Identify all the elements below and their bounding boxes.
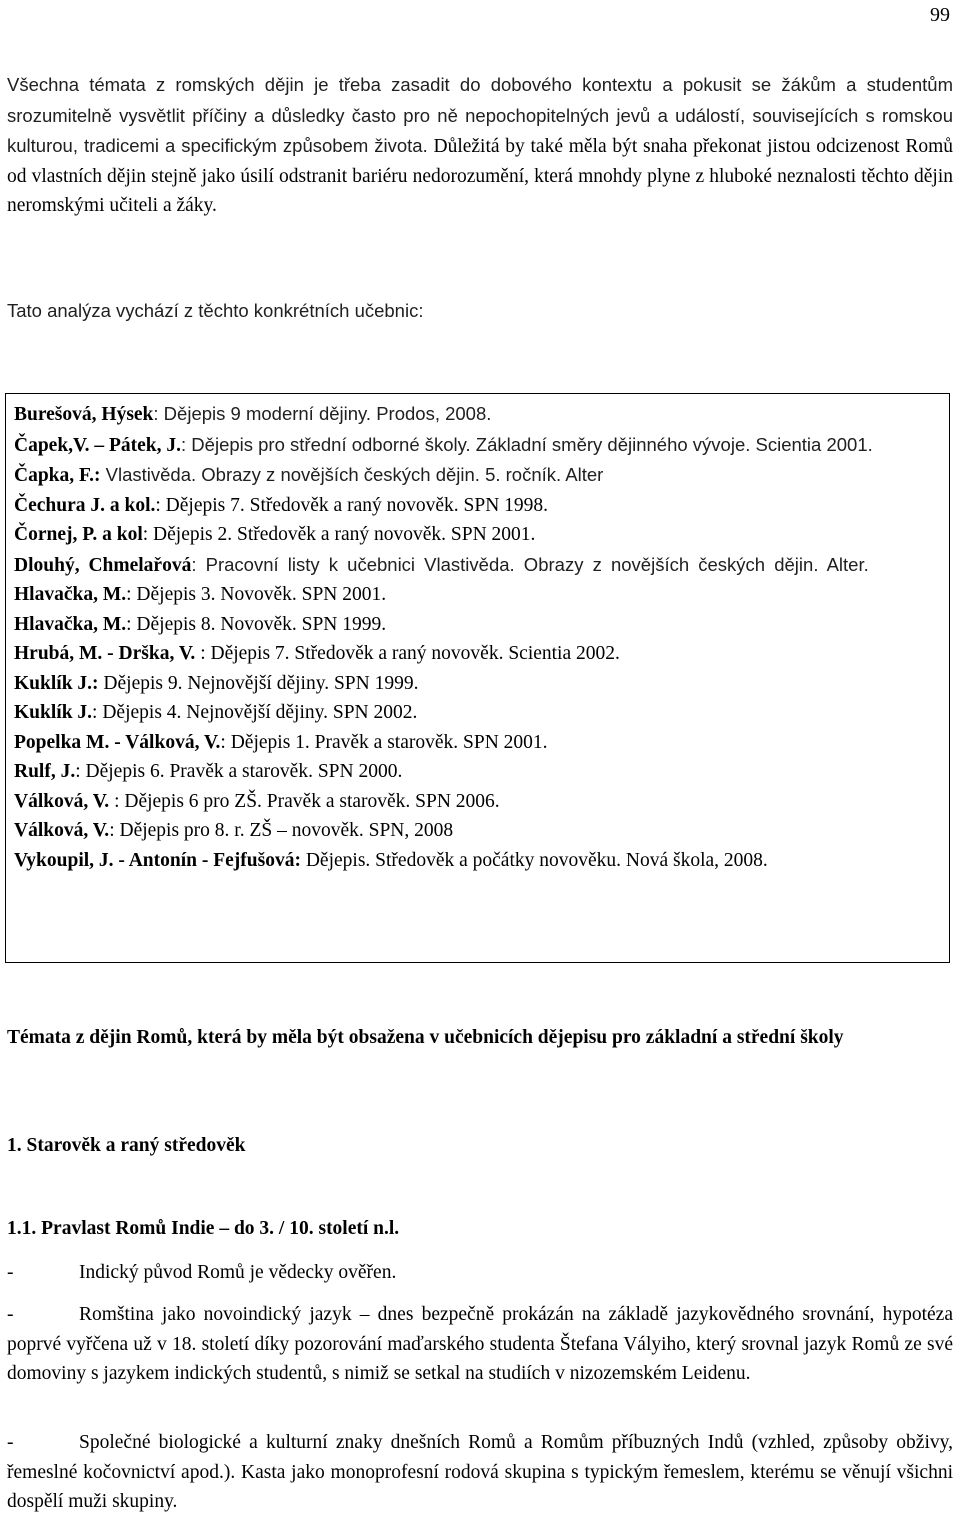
reference-author: Popelka M. - Válková, V. (14, 731, 221, 753)
bullet-dash: - (7, 1304, 14, 1325)
reference-item (14, 639, 942, 669)
reference-item (14, 460, 942, 491)
bullet-dash: - (7, 1432, 14, 1453)
reference-author: Čapek,V. – Pátek, J. (14, 434, 182, 456)
heading-1: 1. Starověk a raný středověk (7, 1135, 246, 1156)
reference-item (14, 399, 942, 430)
reference-title: : Dějepis 7. Středověk a raný novověk. Scientia 2002. (195, 643, 620, 664)
reference-title: : Pracovní listy k učebnici Vlastivěda. Obrazy z novějších českých dějin. Alter. (191, 553, 869, 575)
bullet-item (7, 1258, 953, 1288)
reference-title: : Dějepis 7. Středověk a raný novověk. SPN 1998. (155, 494, 549, 516)
reference-title: Vlastivěda. Obrazy z novějších českých dějin. 5. ročník. Alter (100, 464, 604, 485)
reference-title: Dějepis. Středověk a počátky novověku. Nová škola, 2008. (300, 849, 768, 871)
bullet-text: Romština jako novoindický jazyk – dnes bezpečně prokázán na základě jazykovědného srovnání, hypotéza poprvé vyřčena už v 18. století díky pozorování maďarského studenta Štefana Vályiho, který srovnal jazyk Romů ze své domoviny s jazykem indických studentů, s nimiž se setkal na studiích v nizozemském Leidenu. (7, 1304, 953, 1384)
reference-item (14, 430, 942, 461)
references-box (5, 393, 950, 963)
reference-item (14, 787, 942, 817)
reference-item (14, 728, 942, 758)
reference-title: : Dějepis 1. Pravěk a starověk. SPN 2001. (220, 731, 548, 753)
reference-title: : Dějepis 2. Středověk a raný novověk. SPN 2001. (142, 524, 536, 545)
reference-author: Vykoupil, J. - Antonín - Fejfušová: (14, 849, 301, 871)
reference-author: Kuklík J. (14, 702, 93, 723)
reference-title: : Dějepis pro střední odborné školy. Základní směry dějinného vývoje. Scientia 2001. (181, 433, 873, 455)
bullet-text: Indický původ Romů je vědecky ověřen. (79, 1262, 397, 1283)
reference-item (14, 550, 942, 581)
reference-item (14, 816, 942, 846)
reference-author: Hrubá, M. - Drška, V. (14, 643, 196, 664)
section-heading: Témata z dějin Romů, která by měla být obsažena v učebnicích dějepisu pro základní a střední školy (7, 1027, 844, 1048)
bullet-item (7, 1300, 953, 1389)
reference-title: : Dějepis 3. Novověk. SPN 2001. (126, 584, 387, 605)
reference-author: Burešová, Hýsek (14, 404, 154, 425)
reference-title: : Dějepis 6 pro ZŠ. Pravěk a starověk. SPN 2006. (109, 790, 500, 812)
reference-item (14, 669, 942, 699)
reference-author: Čapka, F.: (14, 465, 101, 486)
reference-title: : Dějepis 9 moderní dějiny. Prodos, 2008. (153, 403, 492, 424)
reference-author: Čechura J. a kol. (14, 494, 156, 516)
reference-item (14, 610, 942, 640)
reference-item (14, 698, 942, 728)
reference-item (14, 580, 942, 610)
reference-author: Rulf, J. (14, 761, 76, 782)
reference-author: Čornej, P. a kol (14, 524, 143, 545)
reference-item (14, 757, 942, 787)
analysis-intro: Tato analýza vychází z těchto konkrétních učebnic: (7, 300, 424, 321)
reference-author: Hlavačka, M. (14, 584, 127, 605)
reference-author: Hlavačka, M. (14, 613, 127, 635)
intro-part-1: Všechna témata z romských dějin je třeba zasadit do dobového kontextu a pokusit se žákům a studentům srozumitelně vysvětlit příčiny a důsledky často pro ně nepochopitelných jevů a událostí, souvisejících s romskou kulturou, tradicemi a specifickým způsobem života. (7, 74, 953, 156)
reference-author: Válková, V. (14, 820, 110, 841)
bullet-text: Společné biologické a kulturní znaky dnešních Romů a Romům příbuzných Indů (vzhled, způsoby obživy, řemeslné kočovnictví apod.). Kasta jako monoprofesní rodová skupina s typickým řemeslem, kterému se věnují všichni dospělí muži skupiny. (7, 1432, 953, 1512)
intro-paragraph (7, 70, 953, 221)
reference-title: : Dějepis pro 8. r. ZŠ – novověk. SPN, 2008 (109, 820, 454, 841)
bullet-item (7, 1428, 953, 1517)
page-number: 99 (930, 4, 950, 26)
reference-title: Dějepis 9. Nejnovější dějiny. SPN 1999. (98, 672, 419, 694)
reference-title: : Dějepis 6. Pravěk a starověk. SPN 2000. (75, 761, 403, 782)
heading-1-1: 1.1. Pravlast Romů Indie – do 3. / 10. století n.l. (7, 1218, 400, 1239)
reference-title: : Dějepis 4. Nejnovější dějiny. SPN 2002. (92, 702, 418, 723)
reference-item (14, 846, 942, 876)
reference-item (14, 520, 942, 550)
reference-author: Dlouhý, Chmelařová (14, 554, 192, 576)
reference-title: : Dějepis 8. Novověk. SPN 1999. (126, 613, 387, 635)
intro-part-2: Důležitá by také měla být snaha překonat jistou odcizenost Romů od vlastních dějin stejně jako úsilí odstranit bariéru nedorozumění, která mnohdy plyne z hluboké neznalosti těchto dějin neromskými učiteli a žáky. (7, 136, 953, 216)
bullet-dash: - (7, 1262, 14, 1283)
reference-author: Kuklík J.: (14, 672, 99, 694)
reference-author: Válková, V. (14, 790, 110, 812)
reference-item (14, 491, 942, 521)
